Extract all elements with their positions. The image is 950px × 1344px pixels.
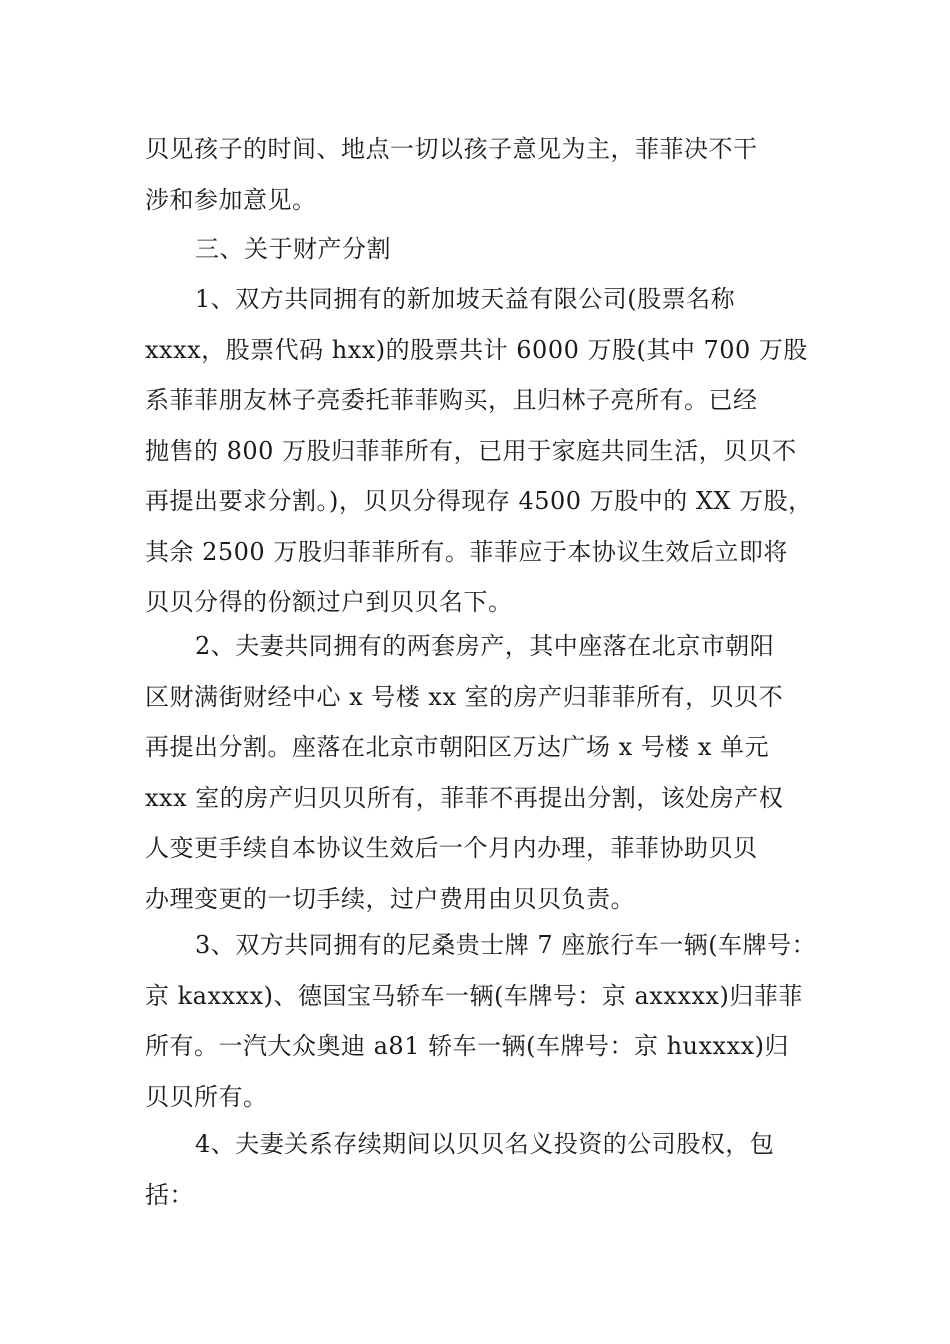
text-line: 再提出要求分割。)，贝贝分得现存 4500 万股中的 XX 万股， (145, 487, 813, 515)
section-heading (145, 224, 835, 275)
text-line: 贝贝所有。 (145, 1082, 268, 1111)
paragraph-2 (145, 621, 835, 924)
text-line: 涉和参加意见。 (145, 185, 317, 214)
text-line: 再提出分割。座落在北京市朝阳区万达广场 x 号楼 x 单元 (145, 733, 770, 761)
paragraph-3 (145, 920, 835, 1122)
text-line: 其余 2500 万股归菲菲所有。菲菲应于本协议生效后立即将 (145, 537, 788, 566)
text-line: 3、双方共同拥有的尼桑贵士牌 7 座旅行车一辆(车牌号： (195, 931, 817, 959)
text-line: 系菲菲朋友林子亮委托菲菲购买，且归林子亮所有。已经 (145, 386, 758, 414)
paragraph-4 (145, 1119, 835, 1220)
section-heading-text: 三、关于财产分割 (195, 235, 391, 263)
text-line: 1、双方共同拥有的新加坡天益有限公司(股票名称 (195, 285, 736, 313)
text-line: 京 kaxxxx)、德国宝马轿车一辆(车牌号：京 axxxxx)归菲菲 (145, 981, 803, 1010)
text-line: 括： (145, 1180, 194, 1209)
text-line: 区财满街财经中心 x 号楼 xx 室的房产归菲菲所有，贝贝不 (145, 682, 784, 711)
text-line: xxx 室的房产归贝贝所有，菲菲不再提出分割，该处房产权 (145, 783, 784, 812)
text-line: 贝见孩子的时间、地点一切以孩子意见为主，菲菲决不干 (145, 135, 758, 163)
text-line: 办理变更的一切手续，过户费用由贝贝负责。 (145, 884, 635, 913)
text-line: 人变更手续自本协议生效后一个月内办理，菲菲协助贝贝 (145, 834, 758, 862)
text-line: 4、夫妻关系存续期间以贝贝名义投资的公司股权，包 (195, 1130, 775, 1158)
text-line: 所有。一汽大众奥迪 a81 轿车一辆(车牌号：京 huxxxx)归 (145, 1032, 790, 1060)
text-line: 抛售的 800 万股归菲菲所有，已用于家庭共同生活，贝贝不 (145, 436, 797, 465)
paragraph-1 (145, 274, 835, 628)
text-line: 贝贝分得的份额过户到贝贝名下。 (145, 588, 513, 616)
text-line: 2、夫妻共同拥有的两套房产，其中座落在北京市朝阳 (195, 632, 775, 660)
text-line: xxxx，股票代码 hxx)的股票共计 6000 万股(其中 700 万股 (145, 335, 808, 364)
paragraph-continuation (145, 124, 835, 225)
